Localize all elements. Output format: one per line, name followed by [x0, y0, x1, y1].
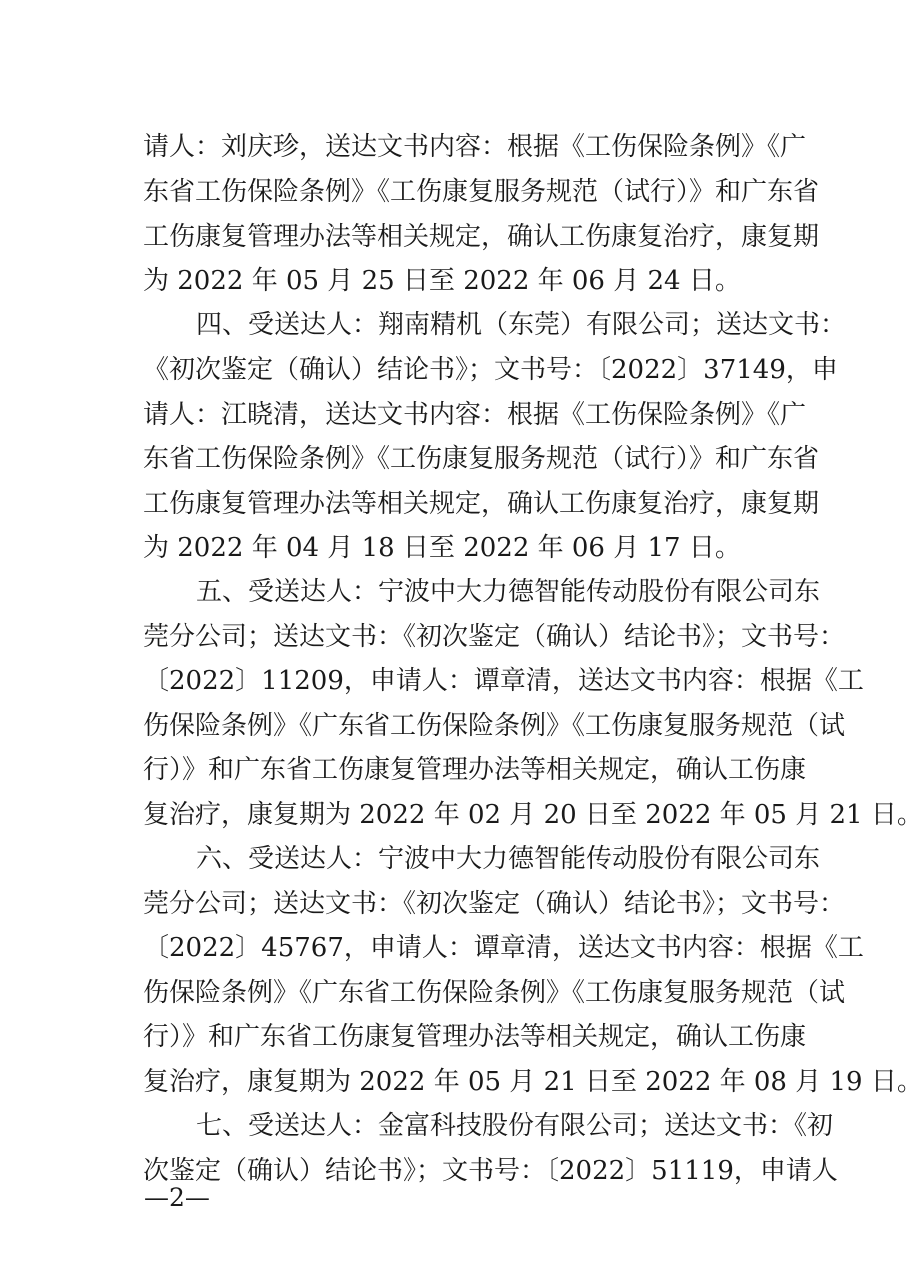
page-number: —2—	[144, 1183, 210, 1212]
section-heading-line: 七、受送达人：金富科技股份有限公司；送达文书：《初	[196, 1111, 834, 1141]
text-line: 为 2022 年 05 月 25 日至 2022 年 06 月 24 日。	[143, 266, 741, 296]
section-heading-line: 六、受送达人：宁波中大力德智能传动股份有限公司东	[196, 844, 821, 874]
text-line: 请人：江晓清，送达文书内容：根据《工伤保险条例》《广	[143, 400, 807, 430]
text-line: 为 2022 年 04 月 18 日至 2022 年 06 月 17 日。	[143, 533, 741, 563]
text-line: 行）》和广东省工伤康复管理办法等相关规定，确认工伤康	[143, 1022, 807, 1052]
section-heading-line: 四、受送达人：翔南精机（东莞）有限公司；送达文书：	[196, 310, 847, 340]
text-line: 行）》和广东省工伤康复管理办法等相关规定，确认工伤康	[143, 755, 807, 785]
text-line: 〔2022〕11209，申请人：谭章清，送达文书内容：根据《工	[143, 666, 864, 696]
text-line: 工伤康复管理办法等相关规定，确认工伤康复治疗，康复期	[143, 222, 820, 252]
text-line: 复治疗，康复期为 2022 年 05 月 21 日至 2022 年 08 月 19 日。	[143, 1067, 923, 1097]
section-heading-line: 五、受送达人：宁波中大力德智能传动股份有限公司东	[196, 577, 821, 607]
text-line: 次鉴定（确认）结论书》；文书号：〔2022〕51119，申请人	[143, 1156, 838, 1186]
text-line: 莞分公司；送达文书：《初次鉴定（确认）结论书》；文书号：	[143, 889, 846, 919]
text-line: 伤保险条例》《广东省工伤保险条例》《工伤康复服务规范（试	[143, 711, 846, 741]
text-line: 复治疗，康复期为 2022 年 02 月 20 日至 2022 年 05 月 21 日。	[143, 800, 923, 830]
text-line: 请人：刘庆珍，送达文书内容：根据《工伤保险条例》《广	[143, 132, 807, 162]
text-line: 伤保险条例》《广东省工伤保险条例》《工伤康复服务规范（试	[143, 978, 846, 1008]
text-line: 东省工伤保险条例》《工伤康复服务规范（试行）》和广东省	[143, 177, 820, 207]
text-line: 《初次鉴定（确认）结论书》；文书号：〔2022〕37149，申	[143, 355, 838, 385]
text-line: 莞分公司；送达文书：《初次鉴定（确认）结论书》；文书号：	[143, 622, 846, 652]
text-line: 〔2022〕45767，申请人：谭章清，送达文书内容：根据《工	[143, 933, 864, 963]
text-line: 工伤康复管理办法等相关规定，确认工伤康复治疗，康复期	[143, 489, 820, 519]
text-line: 东省工伤保险条例》《工伤康复服务规范（试行）》和广东省	[143, 444, 820, 474]
